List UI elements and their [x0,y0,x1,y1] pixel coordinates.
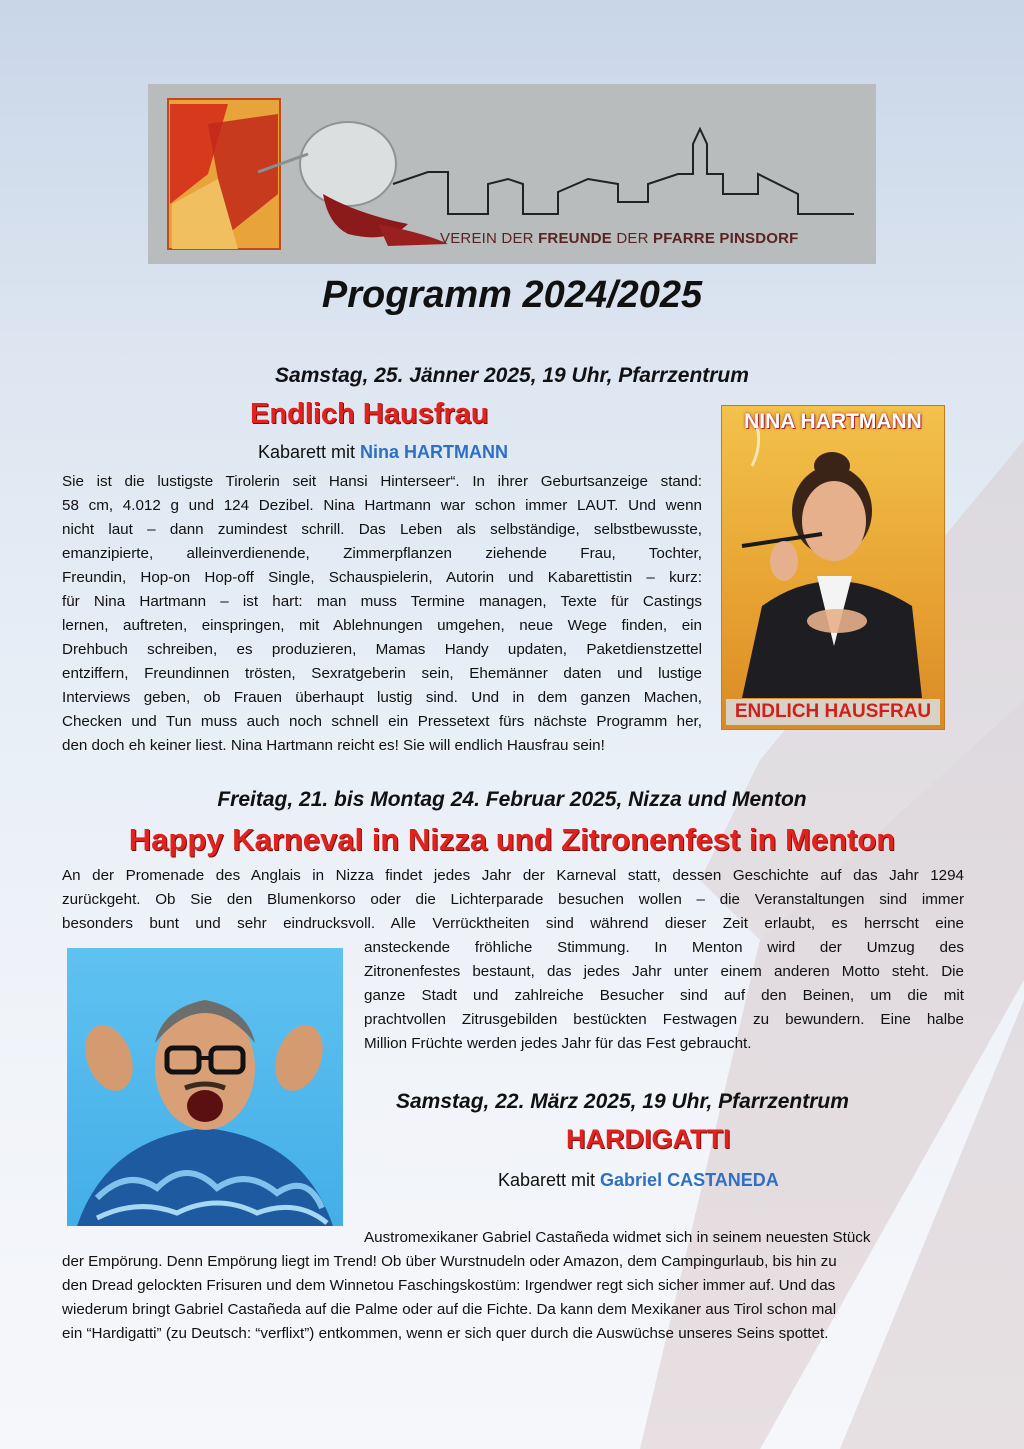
poster-footer: ENDLICH HAUSFRAU [726,699,940,725]
desc-line: den Dread gelockten Frisuren und dem Winnetou Faschingskostüm: Irgendwer regt sich sicher immer auf. Und das [62,1277,836,1294]
desc-line: ein “Hardigatti” (zu Deutsch: “verflixt”) entkommen, wenn er sich quer durch die Auswüchse unseres Seins spottet. [62,1325,829,1342]
event-1-date: Samstag, 25. Jänner 2025, 19 Uhr, Pfarrzentrum [275,364,749,387]
desc-line: für Nina Hartmann – ist hart: man muss Termine managen, Texte für Castings [62,593,702,610]
desc-line: entziffern, Freundinnen trösten, Sexratgeberin sein, Ehemänner daten und lustige [62,665,702,682]
desc-line: ansteckende fröhliche Stimmung. In Menton wird der Umzug des [364,939,964,956]
event-3-date: Samstag, 22. März 2025, 19 Uhr, Pfarrzentrum [396,1090,849,1113]
event-1-subtitle: Kabarett mit Nina HARTMANN [258,442,509,462]
desc-line: Freundin, Hop-on Hop-off Single, Schauspielerin, Autorin und Kabarettistin – kurz: [62,569,702,586]
page-title: Programm 2024/2025 [321,274,703,316]
event-1-headline: Endlich Hausfrau [250,398,489,430]
desc-line: wiederum bringt Gabriel Castañeda auf die Palme oder auf die Fichte. Da kann dem Mexikaner aus Tirol schon mal [62,1301,837,1318]
desc-line: Million Früchte werden jedes Jahr für das Fest gebraucht. [364,1035,752,1052]
desc-line: zurückgeht. Ob Sie den Blumenkorso oder die Lichterparade besuchen wollen – die Veranstaltungen sind immer [62,891,964,908]
event-2-description-top [62,864,964,936]
desc-line: den doch eh keiner liest. Nina Hartmann reicht es! Sie will endlich Hausfrau sein! [62,737,605,754]
desc-line: besonders bunt und sehr eindrucksvoll. Alle Verrücktheiten sind während dieser Zeit erlaubt, es herrscht eine [62,915,964,932]
event-1-poster [721,405,945,730]
event-3-performer-photo [67,948,343,1226]
event-2-date: Freitag, 21. bis Montag 24. Februar 2025, Nizza und Menton [217,788,807,811]
event-3-performer: Gabriel CASTANEDA [600,1170,779,1190]
event-2-headline: Happy Karneval in Nizza und Zitronenfest in Menton [128,822,896,857]
desc-line: nicht laut – dann zumindest schrill. Das Leben als selbständige, selbstbewusste, [62,521,702,538]
event-2-description-right [364,936,964,1056]
desc-line: Drehbuch schreiben, es produzieren, Mamas Handy updaten, Paketdienstzettel [62,641,702,658]
desc-line: der Empörung. Denn Empörung liegt im Trend! Ob über Wurstnudeln oder Amazon, dem Campingurlaub, bis hin zu [62,1253,837,1270]
desc-line: Austromexikaner Gabriel Castañeda widmet sich in seinem neuesten Stück [364,1229,871,1246]
header-banner [148,84,876,264]
desc-line: Sie ist die lustigste Tirolerin seit Hansi Hinterseer“. In ihrer Geburtsanzeige stand: [62,473,702,490]
desc-line: An der Promenade des Anglais in Nizza findet jedes Jahr der Karneval statt, dessen Geschichte auf das Jahr 1294 [62,867,964,884]
desc-line: lernen, auftreten, einspringen, mit Ablehnungen umgehen, neue Wege finden, ein [62,617,702,634]
desc-line: 58 cm, 4.012 g und 124 Dezibel. Nina Hartmann war schon immer LAUT. Und wenn [62,497,702,514]
desc-line: Checken und Tun muss auch noch schnell ein Pressetext fürs nächste Programm her, [62,713,702,730]
desc-line: Interviews geben, ob Frauen überhaupt lustig sind. Und in dem ganzen Machen, [62,689,702,706]
event-3-subtitle: Kabarett mit Gabriel CASTANEDA [498,1170,779,1190]
desc-line: prachtvollen Zitrusgebilden bestückten Festwagen zu bewundern. Eine halbe [364,1011,964,1028]
poster-title: NINA HARTMANN [744,410,922,433]
event-3-headline: HARDIGATTI [566,1124,731,1154]
event-1-description [62,470,702,758]
poster-figure [722,406,944,729]
event-3-description [62,1250,944,1346]
banner-text: VEREIN DER FREUNDE DER PFARRE PINSDORF [440,230,799,247]
desc-line: ganze Stadt und zahlreiche Besucher sind auf den Beinen, um die mit [364,987,964,1004]
desc-line: Zitronenfestes bestaunt, das jedes Jahr unter einem anderen Motto steht. Die [364,963,964,980]
event-1-performer: Nina HARTMANN [360,442,509,462]
desc-line: emanzipierte, alleinverdienende, Zimmerpflanzen ziehende Frau, Tochter, [62,545,702,562]
performer-figure [67,948,343,1226]
